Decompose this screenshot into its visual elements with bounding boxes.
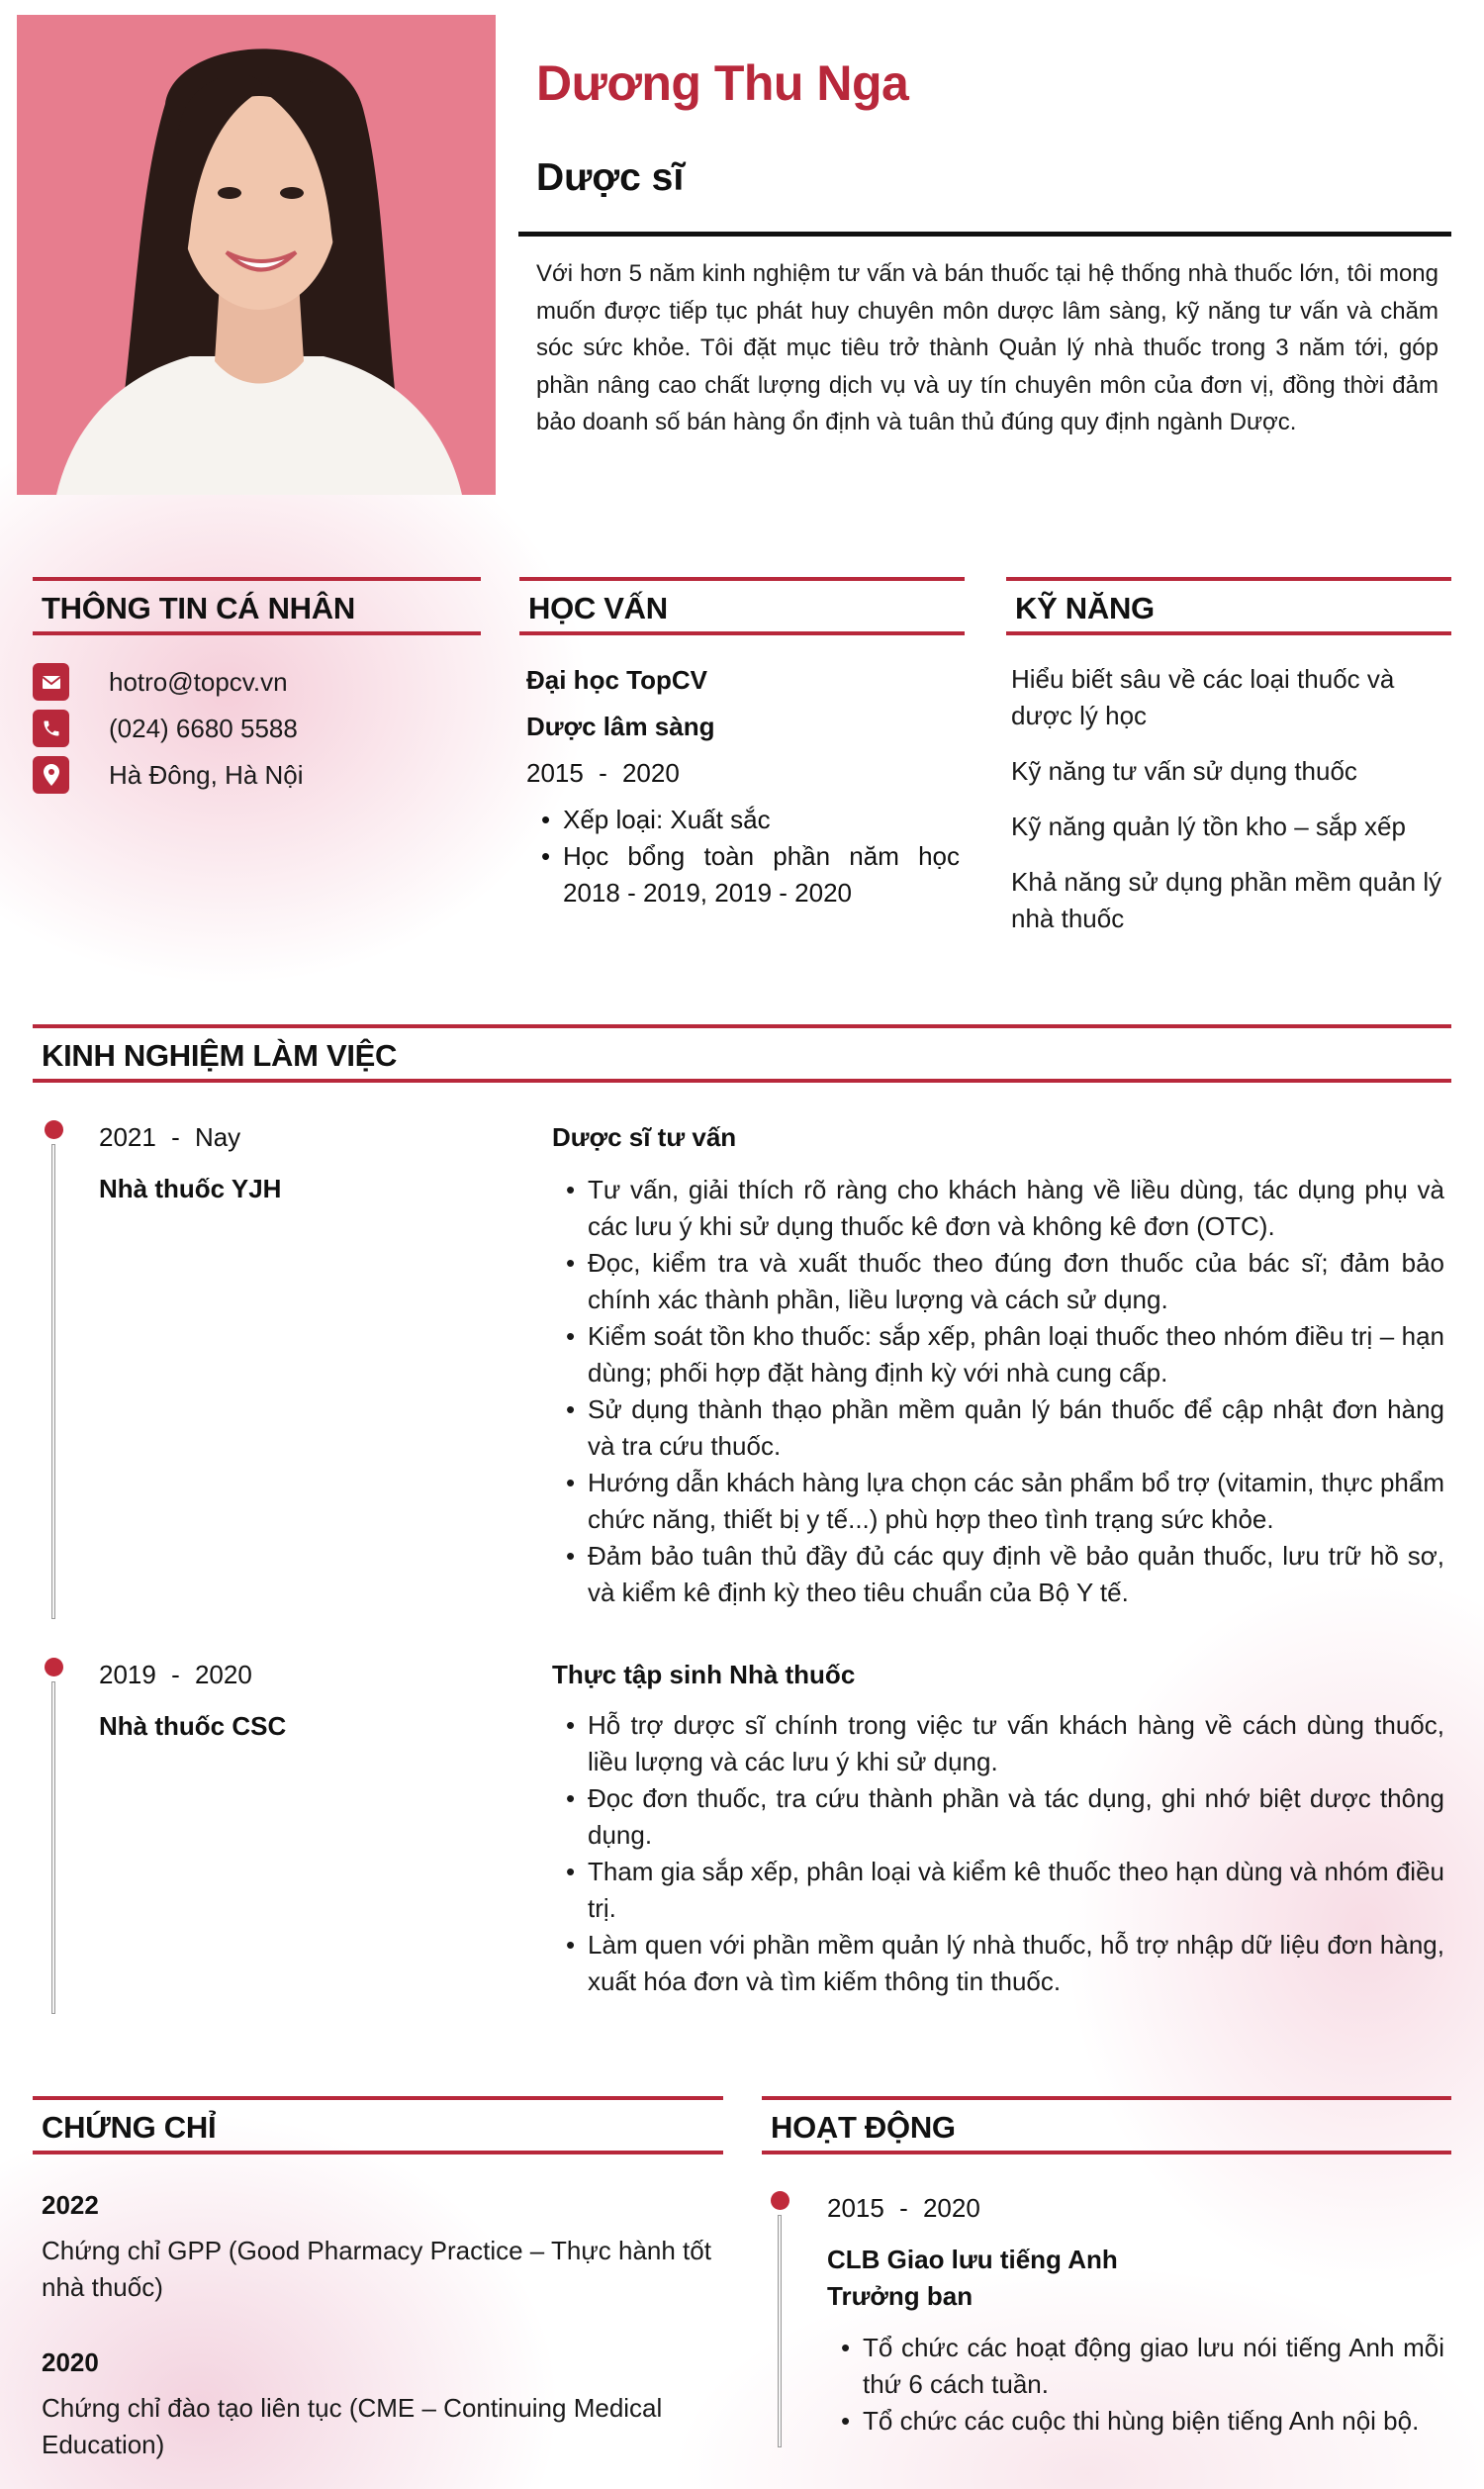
duty-item: • Tư vấn, giải thích rõ ràng cho khách hàng về liều dùng, tác dụng phụ và các lưu ý khi sử dụng thuốc kê đơn và không kê đơn (OTC). (564, 1172, 1444, 1245)
duty-item: • Đọc, kiểm tra và xuất thuốc theo đúng đơn thuốc của bác sĩ; đảm bảo chính xác thành phần, liều lượng và cách sử dụng. (564, 1245, 1444, 1318)
activity-item: • Tổ chức các hoạt động giao lưu nói tiếng Anh mỗi thứ 6 cách tuần. (839, 2330, 1444, 2403)
duty-item: • Tham gia sắp xếp, phân loại và kiểm kê thuốc theo hạn dùng và nhóm điều trị. (564, 1854, 1444, 1927)
major: Dược lâm sàng (526, 712, 715, 741)
achievement-item: • Học bổng toàn phần năm học 2018 - 2019, 2019 - 2020 (539, 838, 960, 911)
section-heading: THÔNG TIN CÁ NHÂN (42, 591, 355, 625)
section-heading: KINH NGHIỆM LÀM VIỆC (42, 1038, 398, 1073)
activity-organization: CLB Giao lưu tiếng Anh (827, 2245, 1118, 2274)
education-dates: 2015 - 2020 (526, 758, 680, 788)
school-name: Đại học TopCV (526, 665, 707, 695)
activity-duties (839, 2330, 1444, 2440)
contact-address (33, 756, 304, 794)
timeline-line (51, 1681, 55, 2014)
duty-item: • Hỗ trợ dược sĩ chính trong việc tư vấn khách hàng về cách dùng thuốc, liều lượng và các lưu ý khi sử dụng. (564, 1707, 1444, 1780)
section-skills (1006, 577, 1451, 635)
job-role: Thực tập sinh Nhà thuốc (552, 1660, 856, 1689)
envelope-icon (33, 663, 69, 701)
skills-list (1011, 661, 1446, 956)
section-activities (762, 2096, 1451, 2154)
duty-item: • Đọc đơn thuốc, tra cứu thành phần và tác dụng, ghi nhớ biệt dược thông dụng. (564, 1780, 1444, 1854)
header-divider (518, 232, 1451, 237)
address-text: Hà Đông, Hà Nội (109, 759, 304, 790)
experience-dates: 2021 - Nay (99, 1122, 241, 1152)
section-personal-info (33, 577, 481, 635)
skill-item: Kỹ năng tư vấn sử dụng thuốc (1011, 756, 1357, 786)
timeline-dot (45, 1120, 63, 1139)
duty-item: • Đảm bảo tuân thủ đầy đủ các quy định về bảo quản thuốc, lưu trữ hồ sơ, và kiểm kê định kỳ theo tiêu chuẩn của Bộ Y tế. (564, 1538, 1444, 1611)
skill-item: Khả năng sử dụng phần mềm quản lý nhà thuốc (1011, 867, 1442, 933)
timeline-dot (45, 1658, 63, 1676)
job-title: Dược sĩ (536, 156, 685, 199)
timeline-line (51, 1144, 55, 1619)
career-summary: Với hơn 5 năm kinh nghiệm tư vấn và bán thuốc tại hệ thống nhà thuốc lớn, tôi mong muốn được tiếp tục phát huy chuyên môn dược lâm sàng, kỹ năng tư vấn và chăm sóc sức khỏe. Tôi đặt mục tiêu trở thành Quản lý nhà thuốc trong 3 năm tới, góp phần nâng cao chất lượng dịch vụ và uy tín chuyên môn của đơn vị, đồng thời đảm bảo doanh số bán hàng ổn định và tuân thủ đúng quy định ngành Dược. (536, 260, 1438, 435)
job-role: Dược sĩ tư vấn (552, 1122, 737, 1152)
company-name: Nhà thuốc CSC (99, 1711, 287, 1741)
education-achievements (539, 802, 960, 911)
achievement-item: • Xếp loại: Xuất sắc (539, 802, 960, 838)
phone-icon (33, 710, 69, 747)
experience-dates: 2019 - 2020 (99, 1660, 252, 1689)
duty-item: • Sử dụng thành thạo phần mềm quản lý bán thuốc để cập nhật đơn hàng và tra cứu thuốc. (564, 1391, 1444, 1465)
map-pin-icon (33, 756, 69, 794)
company-name: Nhà thuốc YJH (99, 1174, 282, 1203)
phone-text: (024) 6680 5588 (109, 713, 298, 743)
activity-dates: 2015 - 2020 (827, 2193, 980, 2223)
activity-item: • Tổ chức các cuộc thi hùng biện tiếng Anh nội bộ. (839, 2403, 1444, 2440)
section-experience (33, 1024, 1451, 1083)
section-heading: CHỨNG CHỈ (42, 2110, 217, 2145)
experience-duties (564, 1172, 1444, 1611)
timeline-dot (771, 2191, 789, 2210)
contact-email[interactable] (33, 663, 288, 701)
contact-phone[interactable] (33, 710, 298, 747)
section-heading: KỸ NĂNG (1015, 591, 1155, 625)
certificate-name: Chứng chỉ đào tạo liên tục (CME – Continuing Medical Education) (42, 2393, 663, 2459)
skill-item: Kỹ năng quản lý tồn kho – sắp xếp (1011, 812, 1406, 841)
section-heading: HỌC VẤN (528, 591, 668, 625)
duty-item: • Kiểm soát tồn kho thuốc: sắp xếp, phân loại thuốc theo nhóm điều trị – hạn dùng; phối hợp đặt hàng định kỳ với nhà cung cấp. (564, 1318, 1444, 1391)
duty-item: • Làm quen với phần mềm quản lý nhà thuốc, hỗ trợ nhập dữ liệu đơn hàng, xuất hóa đơn và tìm kiếm thông tin thuốc. (564, 1927, 1444, 2000)
timeline-line (778, 2215, 782, 2447)
email-text: hotro@topcv.vn (109, 666, 288, 697)
profile-photo (17, 15, 496, 495)
certificate-year: 2022 (42, 2190, 99, 2220)
portrait-image-icon (17, 15, 496, 495)
activity-role: Trưởng ban (827, 2281, 974, 2311)
section-education (519, 577, 965, 635)
certificate-name: Chứng chỉ GPP (Good Pharmacy Practice – Thực hành tốt nhà thuốc) (42, 2236, 711, 2302)
section-heading: HOẠT ĐỘNG (771, 2110, 956, 2145)
section-certificates (33, 2096, 723, 2154)
skill-item: Hiểu biết sâu về các loại thuốc và dược lý học (1011, 664, 1395, 730)
candidate-name: Dương Thu Nga (536, 55, 909, 111)
certificate-year: 2020 (42, 2347, 99, 2377)
duty-item: • Hướng dẫn khách hàng lựa chọn các sản phẩm bổ trợ (vitamin, thực phẩm chức năng, thiết bị y tế...) phù hợp theo tình trạng sức khỏe. (564, 1465, 1444, 1538)
experience-duties (564, 1707, 1444, 2000)
